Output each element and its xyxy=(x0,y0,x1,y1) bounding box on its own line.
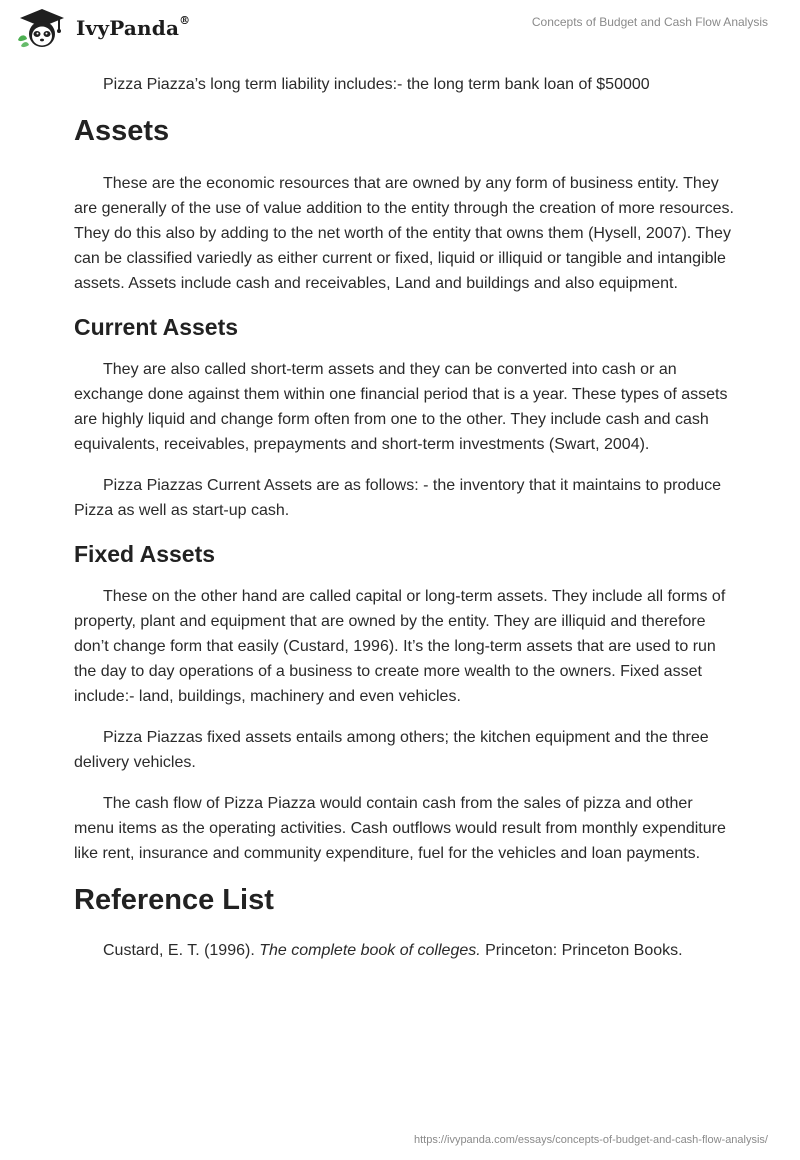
fixed-assets-heading: Fixed Assets xyxy=(74,541,216,567)
fixed-assets-paragraph: These on the other hand are called capital or long-term assets. They include all forms of property, plant and equipment that are owned by the entity. They are illiquid and therefore don’t change form that easily (Custard, 1996). It’s the long-term assets that are used to run the day to day operations of a business to create more wealth to the owners. Fixed asset include:- land, buildings, machinery and even vehicles. xyxy=(74,588,726,705)
document-title: Concepts of Budget and Cash Flow Analysis xyxy=(531,15,768,29)
page-header xyxy=(0,0,800,52)
assets-paragraph: These are the economic resources that are owned by any form of business entity. They are generally of the use of value addition to the entity through the creation of more resources. They do this also by adding to the net worth of the entity that owns them (Hysell, 2007). They can be classified variedly as either current or fixed, liquid or illiquid or tangible and intangible assets. Assets include cash and receivables, Land and buildings and also equipment. xyxy=(74,175,734,292)
cash-flow-paragraph: The cash flow of Pizza Piazza would contain cash from the sales of pizza and other menu items as the operating activities. Cash outflows would result from monthly expenditure like rent, insurance and community expenditure, fuel for the vehicles and loan payments. xyxy=(74,795,726,862)
source-url[interactable]: https://ivypanda.com/essays/concepts-of-budget-and-cash-flow-analysis/ xyxy=(413,1134,768,1146)
current-assets-paragraph: They are also called short-term assets and they can be converted into cash or an exchange done against them within one financial period that is a year. These types of assets are highly liquid and change form often from one to the other. They include cash and cash equivalents, receivables, prepayments and short-term investments (Swart, 2004). xyxy=(74,361,728,453)
essay-body xyxy=(74,72,734,979)
fixed-assets-list-paragraph: Pizza Piazzas fixed assets entails among others; the kitchen equipment and the three delivery vehicles. xyxy=(74,729,709,771)
logo-wordmark: IvyPanda® xyxy=(76,14,191,40)
ivypanda-logo[interactable] xyxy=(14,6,190,50)
reference-author: Custard, E. T. (1996). xyxy=(103,942,260,959)
current-assets-heading: Current Assets xyxy=(74,314,239,340)
assets-heading: Assets xyxy=(74,115,170,147)
panda-graduate-icon xyxy=(14,6,70,50)
intro-paragraph: Pizza Piazza’s long term liability includes:- the long term bank loan of $50000 xyxy=(103,76,650,93)
reference-publisher: Princeton: Princeton Books. xyxy=(480,942,683,959)
current-assets-list-paragraph: Pizza Piazzas Current Assets are as follows: - the inventory that it maintains to produce Pizza as well as start-up cash. xyxy=(74,477,722,519)
reference-title: The complete book of colleges. xyxy=(259,942,481,959)
reference-list-heading: Reference List xyxy=(74,884,274,916)
reference-entry xyxy=(74,938,734,963)
